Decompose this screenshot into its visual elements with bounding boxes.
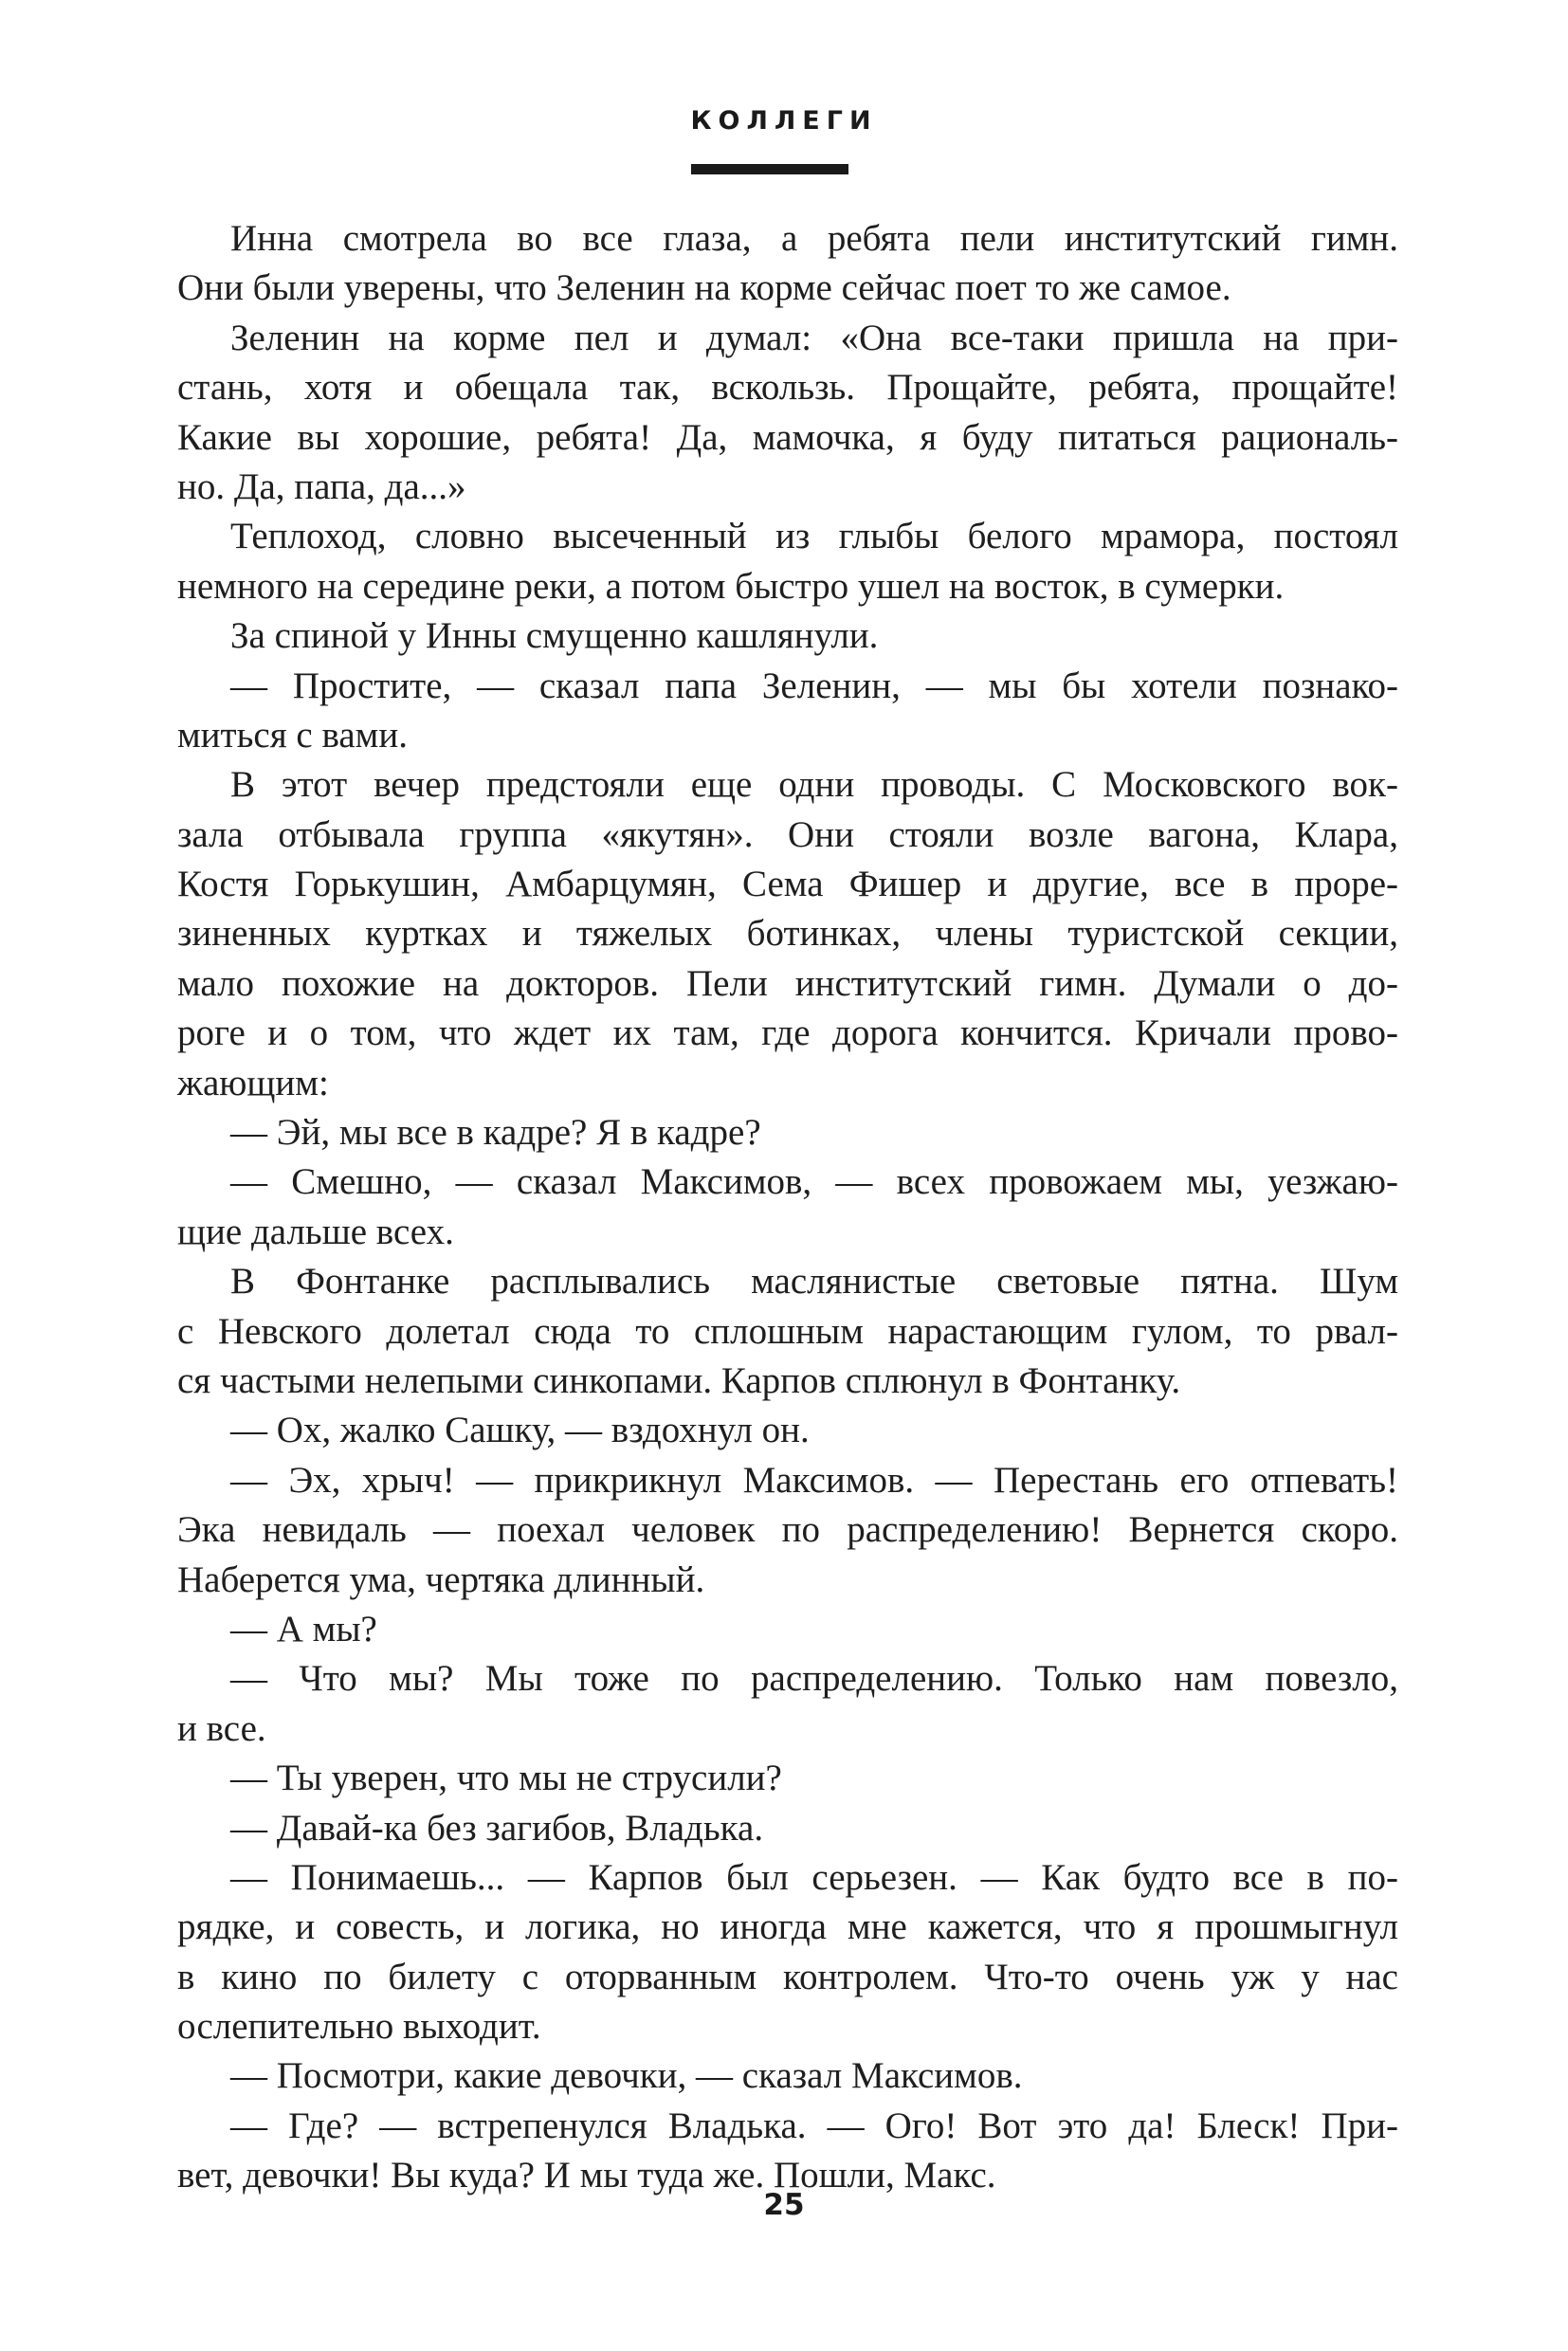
text-line: Они были уверены, что Зеленин на корме сейчас поет то же самое. <box>177 267 1231 309</box>
text-line: немного на середине реки, а потом быстро ушел на восток, в сумерки. <box>177 565 1285 607</box>
text-line: — Эх, хрыч! — прикрикнул Максимов. — Перестань его отпевать! <box>230 1459 1398 1501</box>
running-head-title: КОЛЛЕГИ <box>690 106 878 136</box>
text-line: рядке, и совесть, и логика, но иногда мне кажется, что я прошмыгнул <box>177 1906 1398 1948</box>
text-line: Какие вы хорошие, ребята! Да, мамочка, я буду питаться рациональ- <box>177 416 1398 458</box>
text-line: За спиной у Инны смущенно кашлянули. <box>230 615 879 657</box>
text-line: — Понимаешь... — Карпов был серьезен. — Как будто все в по- <box>230 1856 1398 1898</box>
text-line: роге и о том, что ждет их там, где дорога кончится. Кричали прово- <box>177 1012 1398 1054</box>
text-line: — Простите, — сказал папа Зеленин, — мы бы хотели познако- <box>230 665 1398 706</box>
text-line: — Смешно, — сказал Максимов, — всех провожаем мы, уезжаю- <box>230 1161 1398 1203</box>
text-line: — Посмотри, какие девочки, — сказал Максимов. <box>230 2055 1023 2097</box>
body-text <box>177 214 1398 2201</box>
text-line: зиненных куртках и тяжелых ботинках, члены туристской секции, <box>177 913 1398 955</box>
text-line: вет, девочки! Вы куда? И мы туда же. Пошли, Макс. <box>177 2155 996 2196</box>
text-line: Наберется ума, чертяка длинный. <box>177 1558 705 1600</box>
text-line: — Где? — встрепенулся Владька. — Ого! Вот это да! Блеск! При- <box>230 2105 1398 2146</box>
text-line: ослепительно выходит. <box>177 2006 541 2048</box>
page-number: 25 <box>763 2188 805 2222</box>
text-line: — Ох, жалко Сашку, — вздохнул он. <box>230 1410 810 1451</box>
text-line: Теплоход, словно высеченный из глыбы белого мрамора, постоял <box>230 516 1398 557</box>
text-line: стань, хотя и обещала так, вскользь. Прощайте, ребята, прощайте! <box>177 367 1398 409</box>
text-line: — А мы? <box>230 1608 377 1649</box>
text-line: в кино по билету с оторванным контролем. Что-то очень уж у нас <box>177 1956 1398 1997</box>
text-line: — Эй, мы все в кадре? Я в кадре? <box>230 1112 761 1154</box>
text-line: — Давай-ка без загибов, Владька. <box>230 1807 764 1849</box>
text-line: и все. <box>177 1707 266 1749</box>
text-line: — Что мы? Мы тоже по распределению. Только нам повезло, <box>230 1658 1398 1700</box>
text-line: но. Да, папа, да...» <box>177 465 466 507</box>
text-line: зала отбывала группа «якутян». Они стояли возле вагона, Клара, <box>177 813 1398 855</box>
text-line: — Ты уверен, что мы не струсили? <box>230 1758 782 1799</box>
text-line: В Фонтанке расплывались маслянистые световые пятна. Шум <box>230 1261 1398 1303</box>
text-line: мало похожие на докторов. Пели институтский гимн. Думали о до- <box>177 962 1398 1004</box>
text-line: Костя Горькушин, Амбарцумян, Сема Фишер и другие, все в проре- <box>177 864 1398 905</box>
text-line: ся частыми нелепыми синкопами. Карпов сплюнул в Фонтанку. <box>177 1359 1181 1401</box>
header-rule <box>691 164 848 174</box>
text-line: с Невского долетал сюда то сплошным нарастающим гулом, то рвал- <box>177 1310 1398 1352</box>
text-line: Инна смотрела во все глаза, а ребята пели институтский гимн. <box>230 218 1398 259</box>
text-line: щие дальше всех. <box>177 1211 454 1252</box>
text-line: В этот вечер предстояли еще одни проводы. С Московского вок- <box>230 764 1398 806</box>
text-line: Эка невидаль — поехал человек по распределению! Вернется скоро. <box>177 1509 1398 1551</box>
text-line: жающим: <box>177 1062 329 1103</box>
text-line: Зеленин на корме пел и думал: «Она все-таки пришла на при- <box>230 317 1398 358</box>
text-line: миться с вами. <box>177 714 408 756</box>
